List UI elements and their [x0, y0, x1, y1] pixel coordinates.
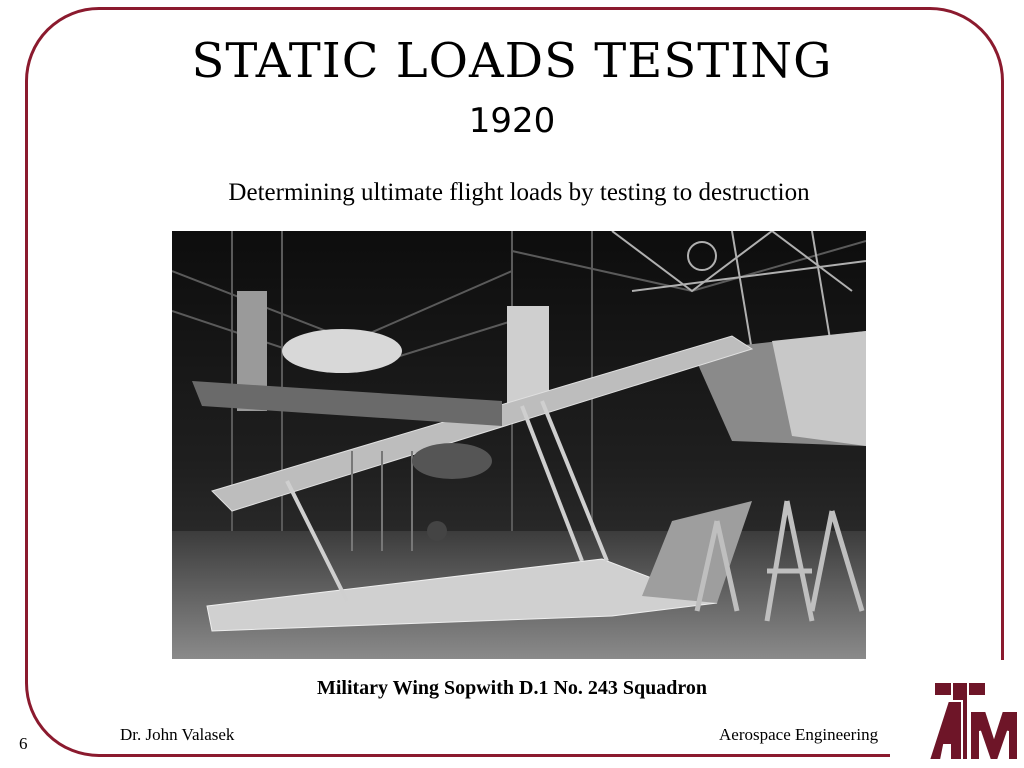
- footer-department: Aerospace Engineering: [719, 725, 879, 744]
- slide-title: STATIC LOADS TESTING: [191, 33, 833, 89]
- slide-subtitle: Determining ultimate flight loads by testing to destruction: [228, 179, 810, 206]
- page-number: 6: [19, 734, 28, 753]
- footer-author: Dr. John Valasek: [120, 725, 235, 744]
- slide-year: 1920: [468, 101, 556, 141]
- atm-logo-icon: [928, 681, 1019, 763]
- biplane-photo: [172, 231, 866, 659]
- photo-caption: Military Wing Sopwith D.1 No. 243 Squadron: [316, 677, 708, 699]
